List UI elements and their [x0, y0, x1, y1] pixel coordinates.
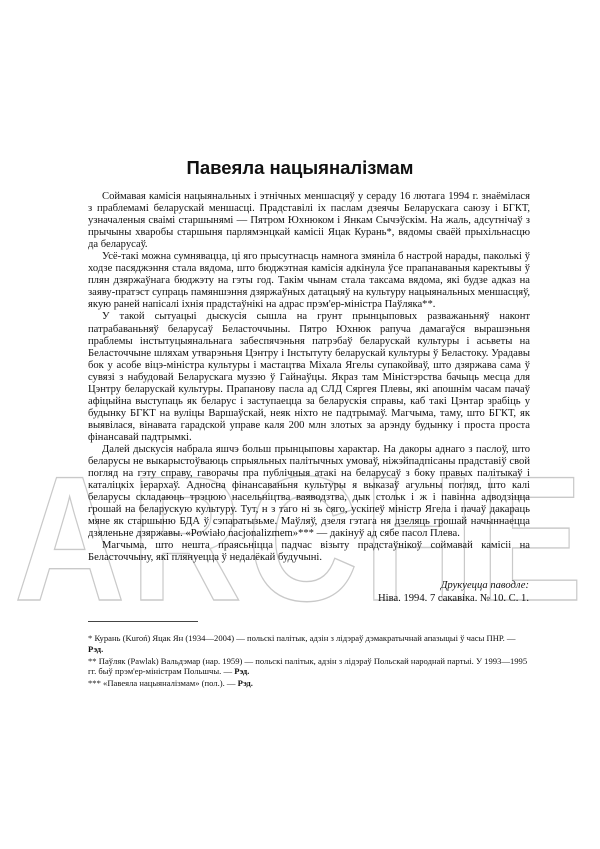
paragraph: У такой сытуацыі дыскусія сышла на грунт прынцыповых разважаньняў наконт патрабаваньняў беларусаў Беласточчыны. Пятро Юхнюк рапуча дамагаўся вырашэньня праблемы інстытуцыянальнага забеспячэньня патрэбаў беларускай культуры і асьветы на Беласточчыне шляхам утварэньня Цэнтру і Інстытуту беларускай культуры ў Беластоку. Урадавы бок у асобе віцэ-міністра культуры і мастацтва Міхала Ягелы супакойваў, што дзяржава сама ў сувязі з набудовай Беларускага музэю ў Гайнаўцы. Якраз там Міністэрства бачыць месца для Цэнтру беларускай культуры. Прапанову пасла ад СЛД Сяргея Плевы, які апошнім часам пачаў афіцыйна выступаць як беларус і заступаецца за беларускія справы, каб такі Цэнтар зрабіць у будынку БГКТ на вуліцы Варшаўскай, неяк ніхто не падтрымаў. Магчыма, таму, што БГКТ, як выявілася, вінавата гарадской управе каля 200 млн злотых за арэнду будынку і проста проста фінансавай падтрымкі.: [88, 311, 530, 443]
watermark-text: ARCHE: [14, 439, 588, 638]
paragraph: Далей дыскусія набрала яшчэ больш прынцыповы характар. На дакоры аднаго з паслоў, што беларусы не выкарыстоўваюць спрыяльных палітычных умоваў, ніжэйпадпісаны прадставіў свой погляд на гэту справу, гаворачы пра публічныя атакі на беларусаў з боку правых палітыкаў і каталіцкіх іерархаў. Адносна фінансаваньня культуры я выказаў агульны погляд, што калі беларусы складаюць трэцюю насельніцтва ваяводзтва, дык стольк і ж і павінна адводзіцца грошай на беларускую культуру. Тут, н з таго ні зь сяго, ускіпеў міністр Ягела і пачаў дакараць мяне як старшыню БДА ў сэпаратызьме. Маўляў, дзеля гэтага ня дзеляць грошай начыннаецца дзяленьне дзяржавы. «Powiało nacjonalizmem»*** — дакінуў ад сябе пасол Плева.: [88, 443, 530, 540]
source-label: Друкуецца паводле:: [440, 580, 529, 591]
footnote: [88, 678, 530, 689]
footnote-text: ** Паўляк (Pawlak) Вальдэмар (нар. 1959) — польскі палітык, адзін з лідэраў Польскай народнай партыі. У 1993—1995 гг. быў прэм'ер-міністрам Польшчы. —: [88, 655, 528, 677]
paragraph: Соймавая камісія нацыянальных і этнічных меншасцяў у сераду 16 лютага 1994 г. знаёмілася з праблемамі беларускай меншасці. Прадставілі іх паслам дзеячы Беларускага саюзу і БГКТ, узначаленыя сваімі старшынямі — Пятром Юхнюком і Янкам Сычэўскім. На жаль, адсутнічаў з прычыны хваробы старшыня парлямэнцкай камісіі Яцак Курань*, вядомы сваёй прыхільнасцю да беларусаў.: [88, 191, 530, 251]
paragraph: Усё-такі можна сумнявацца, ці яго прысутнасць намнога змяніла б настрой нарады, паколькі ў ходзе пасяджэння стала вядома, што бюджэтная камісія адкінула ўсе прапанаваныя каректывы ў плян дзяржаўнага бюджэту на гэты год. Такім чынам стала таксама вядома, які будзе адказ на заяву-пратэст супраць памяншэння дзяржаўных датацыяў на культуру нацыянальных меншасцяў, якую раней напісалі іхнія прадстаўнікі на адрас прэм'ер-міністра Паўляка**.: [88, 251, 530, 311]
footnote: [88, 656, 530, 678]
source-signature: [300, 579, 529, 605]
source-citation: Ніва. 1994. 7 сакавіка. № 10. С. 1.: [378, 593, 529, 604]
footnote-text: *** «Павеяла нацыяналізмам» (пол.). —: [88, 678, 236, 689]
paragraph: Магчыма, што нешта праясьніцца падчас візыту прадстаўнікоў соймавай камісіі на Беласточчыну, які плянуецца ў недалёкай будучыні.: [88, 540, 530, 564]
footnotes: [88, 633, 530, 690]
footnote-text: * Курань (Kuroń) Яцак Ян (1934—2004) — польскі палітык, адзін з лідэраў дэмакратычнай апазыцыі ў часы ПНР. —: [88, 633, 516, 643]
article-title: Павеяла нацыяналізмам: [186, 157, 414, 178]
editor-tag: Рэд.: [237, 678, 253, 689]
footnote: [88, 633, 530, 655]
article-body: [88, 191, 530, 564]
editor-tag: Рэд.: [88, 643, 104, 654]
footnote-divider: [88, 621, 198, 622]
editor-tag: Рэд.: [234, 666, 250, 677]
